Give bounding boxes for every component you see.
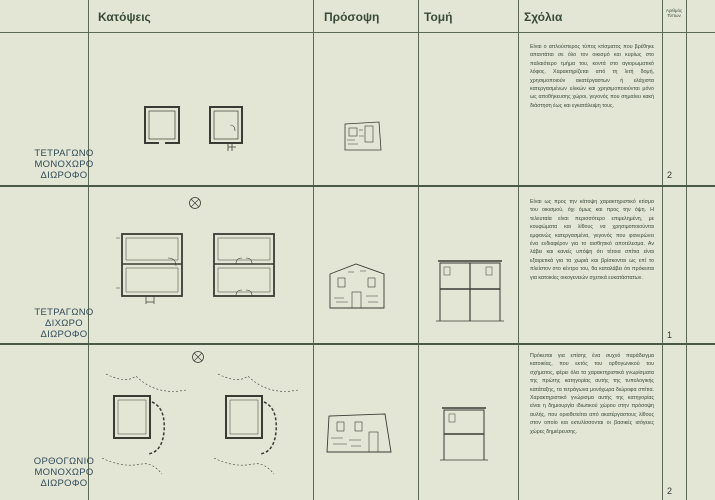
facade-drawing-1 bbox=[343, 118, 383, 153]
column-divider bbox=[686, 0, 687, 500]
row-label-1: ΤΕΤΡΑΓΩΝΟ ΜΟΝΟΧΩΡΟ ΔΙΩΡΟΦΟ bbox=[34, 148, 94, 181]
header-type-count: Αριθμός Τύπων bbox=[665, 8, 683, 18]
comment-row-2: Είναι ως προς την κάτοψη χαρακτηριστικό κτίσμα του οικισμού, όχι όμως και προς την όψη. Η τελευταία είναι περισσότερο επιμελημένη, με κουφώματα και λίθους να χρησιμοποιούνται εμφανώς κατεργασμένα, γεγονός που φανερώνει ένα ενδιαφέρον για το αισθητικό αποτέλεσμα. Αν λάβει και κανείς υπόψη ότι τέτοια σπίτια είναι εξαιρετικά για τα χωριά και βρίσκονται ως επί το πλείστον στο κέντρο του, θα καταλάβει ότι πρόκειται για κατοικίες οικογενειών σχετικά ευκατάστατων. bbox=[530, 199, 654, 281]
column-divider bbox=[313, 0, 314, 500]
north-arrow-icon bbox=[188, 196, 202, 210]
header-divider bbox=[0, 32, 715, 33]
floor-plan-upper-2 bbox=[212, 232, 282, 312]
header-facade: Πρόσοψη bbox=[324, 10, 380, 24]
header-comments: Σχόλια bbox=[524, 10, 563, 24]
site-plan-ground-3 bbox=[96, 368, 196, 478]
comment-row-3: Πρόκειται για επίσης ένα συχνό παράδειγμα κατοικίας, που εκτός του ορθογωνικού του σχήματος, φέρει όλα τα χαρακτηριστικά γνωρίσματα της πρώτης κατηγορίας αυτής της τυπολογικής κατάταξης, τα τετράγωνα μονόχωρα διώροφα σπίτια. Χαρακτηριστικό γνώρισμα αυτής της κατηγορίας είναι η δημιουργία ιδιωτικού χώρου στην πρόσοψη αυλής, που οριοθετείται από ακατέργαστους λίθους στον οποίο και εκτυλίσσονται οι βασικές ισόγειες χώρες δημιέρευσης. bbox=[530, 353, 654, 435]
column-divider bbox=[518, 0, 519, 500]
floor-plan-ground-1 bbox=[143, 105, 183, 150]
section-drawing-3 bbox=[440, 404, 490, 464]
row-divider bbox=[0, 343, 715, 345]
column-divider bbox=[662, 0, 663, 500]
column-divider bbox=[418, 0, 419, 500]
row-label-3: ΟΡΘΟΓΩΝΙΟ ΜΟΝΟΧΩΡΟ ΔΙΩΡΟΦΟ bbox=[33, 456, 95, 489]
north-arrow-icon bbox=[191, 350, 205, 364]
column-divider bbox=[88, 0, 89, 500]
row-divider bbox=[0, 185, 715, 187]
type-count-2: 1 bbox=[667, 330, 673, 340]
type-count-3: 2 bbox=[667, 486, 673, 496]
section-drawing-2 bbox=[436, 257, 506, 325]
facade-drawing-3 bbox=[325, 410, 395, 455]
header-section: Τομή bbox=[424, 10, 453, 24]
header-plans: Κατόψεις bbox=[98, 10, 151, 24]
site-plan-upper-3 bbox=[208, 368, 308, 478]
comment-row-1: Είναι ο απλούστερος τύπος κτίσματος που βρέθηκε απαντάται σε όλο τον οικισμό και κυρίως στο παλαιότερο τμήμα του, κοντά στο αγιορωματικό λόφος. Χαρακτηρίζεται από τη λιτή δομή, χρησιμοποιούν ακατέργαστων ή ελάχιστα κατεργασμένων υλικών και χρησιμοποιούνται μόνο ως αποθήκευσης χώροι, γεγονός που σημαίνει κακή διάστηση έως και εγκατάλειψη τους. bbox=[530, 44, 654, 109]
row-label-2: ΤΕΤΡΑΓΩΝΟ ΔΙΧΩΡΟ ΔΙΩΡΟΦΟ bbox=[34, 307, 94, 340]
facade-drawing-2 bbox=[328, 262, 388, 312]
floor-plan-ground-2 bbox=[120, 232, 190, 312]
floor-plan-upper-1 bbox=[208, 105, 248, 155]
type-count-1: 2 bbox=[667, 170, 673, 180]
